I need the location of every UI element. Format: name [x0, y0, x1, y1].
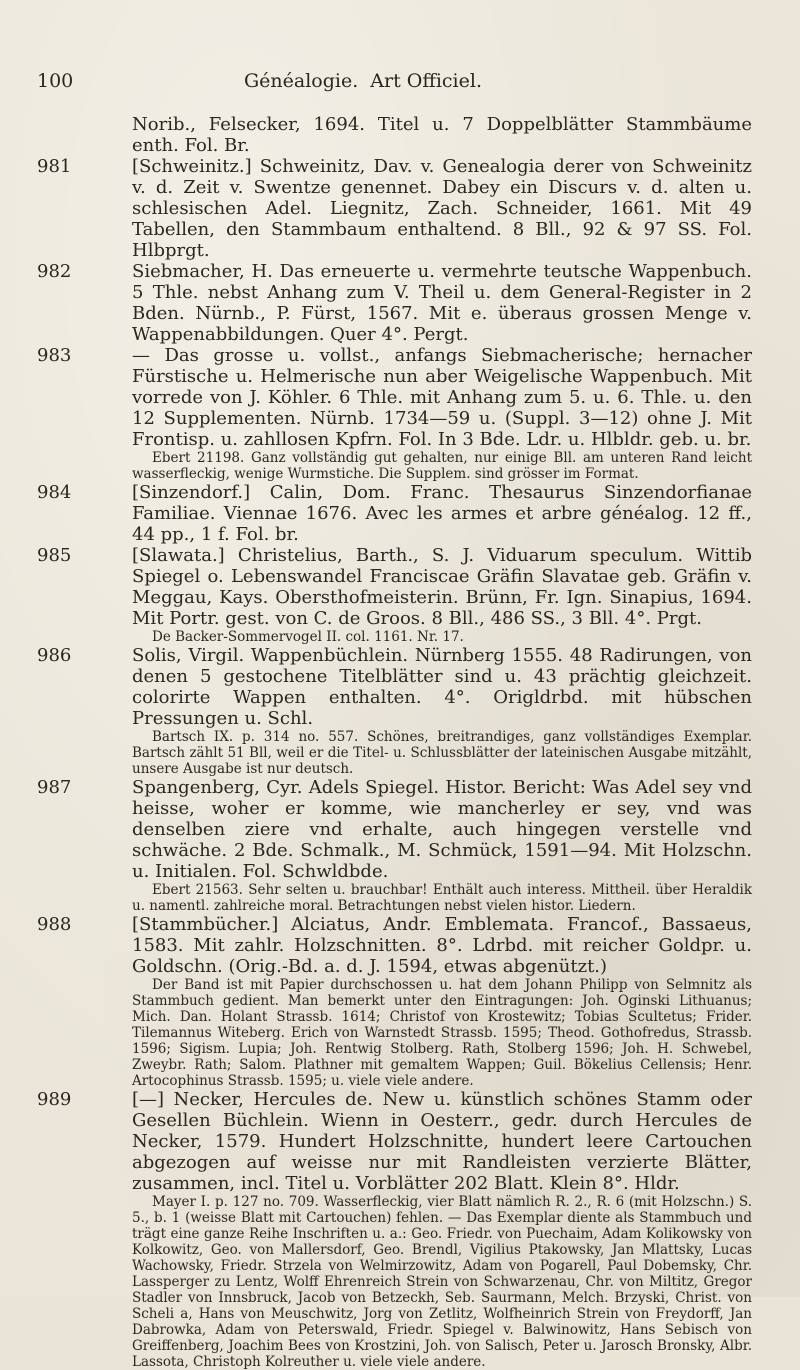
catalogue-entry: [0, 345, 800, 482]
entry-text: [—] Necker, Hercules de. New u. künstlich schönes Stamm oder Gesellen Büchlein. Wienn in Oesterr., gedr. durch Hercules de Necker, 1579. Hundert Holzschnitte, hundert leere Cartouchen abgezogen auf weisse nur mit Randleisten verzierte Blätter, zusammen, incl. Titel u. Vorblätter 202 Blatt. Klein 8°. Hldr.: [132, 1089, 752, 1194]
running-title: [244, 70, 482, 92]
catalogue-entry: [0, 1089, 800, 1370]
entry-number: 989: [37, 1089, 72, 1110]
entry-number: 983: [37, 345, 72, 366]
entry-text: Solis, Virgil. Wappenbüchlein. Nürnberg 1555. 48 Radirungen, von denen 5 gestochene Titelblätter sind u. 43 prächtig gleichzeit. colorirte Wappen enthalten. 4°. Origldrbd. mit hübschen Pressungen u. Schl.: [132, 645, 752, 729]
entry-note: Ebert 21198. Ganz vollständig gut gehalten, nur einige Bll. am unteren Rand leicht wasserfleckig, wenige Wurmstiche. Die Supplem. sind grösser im Format.: [132, 450, 752, 482]
catalogue-entries: [0, 114, 800, 1370]
entry-note: Der Band ist mit Papier durchschossen u. hat dem Johann Philipp von Selmnitz als Stammbuch gedient. Man bemerkt unter den Eintragungen: Joh. Oginski Lithuanus; Mich. Dan. Holant Strassb. 1614; Christof von Krostewitz; Tobias Scultetus; Frider. Tilemannus Witeberg. Erich von Warnstedt Strassb. 1595; Theod. Gothofredus, Strassb. 1596; Sigism. Lupia; Joh. Rentwig Stolberg. Rath, Stolberg 1596; Joh. H. Schwebel, Zweybr. Rath; Salom. Plathner mit gemaltem Wappen; Guil. Bökelius Cellensis; Henr. Artocophinus Strassb. 1595; u. viele viele andere.: [132, 977, 752, 1089]
catalogue-entry: [0, 261, 800, 345]
catalogue-entry: [0, 777, 800, 914]
entry-text: — Das grosse u. vollst., anfangs Siebmacherische; hernacher Fürstische u. Helmerische nun aber Weigelische Wappenbuch. Mit vorrede von J. Köhler. 6 Thle. mit Anhang zum 5. u. 6. Thle. u. den 12 Supplementen. Nürnb. 1734—59 u. (Suppl. 3—12) ohne J. Mit Frontisp. u. zahllosen Kpfrn. Fol. In 3 Bde. Ldr. u. Hlbldr. geb. u. br.: [132, 345, 752, 450]
page-number: 100: [37, 70, 74, 92]
catalogue-entry: [0, 156, 800, 261]
running-title-section: Généalogie.: [244, 70, 359, 92]
catalogue-entry: [0, 482, 800, 545]
entry-number: 986: [37, 645, 72, 666]
catalogue-entry: [0, 645, 800, 777]
entry-note: Ebert 21563. Sehr selten u. brauchbar! Enthält auch interess. Mittheil. über Heraldik u. namentl. zahlreiche moral. Betrachtungen nebst vielen histor. Liedern.: [132, 882, 752, 914]
entry-note: Mayer I. p. 127 no. 709. Wasserfleckig, vier Blatt nämlich R. 2., R. 6 (mit Holzschn.) S. 5., b. 1 (weisse Blatt mit Cartouchen) fehlen. — Das Exemplar diente als Stammbuch und trägt eine ganze Reihe Inschriften u. a.: Geo. Friedr. von Puechaim, Adam Kolikowsky von Kolkowitz, Geo. von Mallersdorf, Geo. Brendl, Vigilius Ptakowsky, Jan Mlattsky, Lucas Wachowsky, Friedr. Strzela von Welmirzowitz, Adam von Pogarell, Paul Dobemsky, Chr. Lassperger zu Lentz, Wolff Ehrenreich Strein von Schwarzenau, Chr. von Miltitz, Gregor Stadler von Innsbruck, Jacob von Betzeckh, Seb. Saurmann, Melch. Brzyski, Christ. von Scheli a, Hans von Meuschwitz, Jorg von Zetlitz, Wolfheinrich Strein von Freydorff, Jan Dabrowka, Adam von Peterswald, Friedr. Spiegel v. Balwinowitz, Hans Sebisch von Greiffenberg, Joachim Bees von Krostzini, Joh. von Salisch, Peter u. Jarosch Bronsky, Albr. Lassota, Christoph Kolreuther u. viele viele andere.: [132, 1194, 752, 1370]
entry-text: Siebmacher, H. Das erneuerte u. vermehrte teutsche Wappenbuch. 5 Thle. nebst Anhang zum V. Theil u. dem General-Register in 2 Bden. Nürnb., P. Fürst, 1567. Mit e. überaus grossen Menge v. Wappenabbildungen. Quer 4°. Pergt.: [132, 261, 752, 345]
entry-text: [Schweinitz.] Schweinitz, Dav. v. Genealogia derer von Schweinitz v. d. Zeit v. Swentze genennet. Dabey ein Discurs v. d. alten u. schlesischen Adel. Liegnitz, Zach. Schneider, 1661. Mit 49 Tabellen, den Stammbaum enthaltend. 8 Bll., 92 & 97 SS. Fol. Hlbprgt.: [132, 156, 752, 261]
entry-text: Norib., Felsecker, 1694. Titel u. 7 Doppelblätter Stammbäume enth. Fol. Br.: [132, 114, 752, 156]
entry-note: De Backer-Sommervogel II. col. 1161. Nr. 17.: [152, 629, 464, 645]
catalogue-entry: [0, 114, 800, 156]
catalogue-entry: [0, 545, 800, 645]
entry-number: 984: [37, 482, 72, 503]
entry-number: 985: [37, 545, 72, 566]
entry-number: 987: [37, 777, 72, 798]
catalogue-entry: [0, 914, 800, 1089]
running-title-subsection: Art Officiel.: [370, 70, 482, 92]
page-header: [0, 70, 800, 100]
entry-text: [Stammbücher.] Alciatus, Andr. Emblemata. Francof., Bassaeus, 1583. Mit zahlr. Holzschnitten. 8°. Ldrbd. mit reicher Goldpr. u. Goldschn. (Orig.-Bd. a. d. J. 1594, etwas abgenützt.): [132, 914, 752, 977]
entry-number: 981: [37, 156, 72, 177]
entry-text: [Slawata.] Christelius, Barth., S. J. Viduarum speculum. Wittib Spiegel o. Lebenswandel Franciscae Gräfin Slavatae geb. Gräfin v. Meggau, Kays. Obersthofmeisterin. Brünn, Fr. Ign. Sinapius, 1694. Mit Portr. gest. von C. de Groos. 8 Bll., 486 SS., 3 Bll. 4°. Prgt.: [132, 545, 752, 629]
entry-number: 988: [37, 914, 72, 935]
entry-number: 982: [37, 261, 72, 282]
entry-text: [Sinzendorf.] Calin, Dom. Franc. Thesaurus Sinzendorfianae Familiae. Viennae 1676. Avec les armes et arbre généalog. 12 ff., 44 pp., 1 f. Fol. br.: [132, 482, 752, 545]
entry-note: Bartsch IX. p. 314 no. 557. Schönes, breitrandiges, ganz vollständiges Exemplar. Bartsch zählt 51 Bll, weil er die Titel- u. Schlussblätter der lateinischen Ausgabe mitzählt, unsere Ausgabe ist nur deutsch.: [132, 729, 752, 777]
entry-text: Spangenberg, Cyr. Adels Spiegel. Histor. Bericht: Was Adel sey vnd heisse, woher er komme, wie mancherley er sey, vnd was denselben ziere vnd erhalte, auch hingegen verstelle vnd schwäche. 2 Bde. Schmalk., M. Schmück, 1591—94. Mit Holzschn. u. Initialen. Fol. Schwldbde.: [132, 777, 752, 882]
